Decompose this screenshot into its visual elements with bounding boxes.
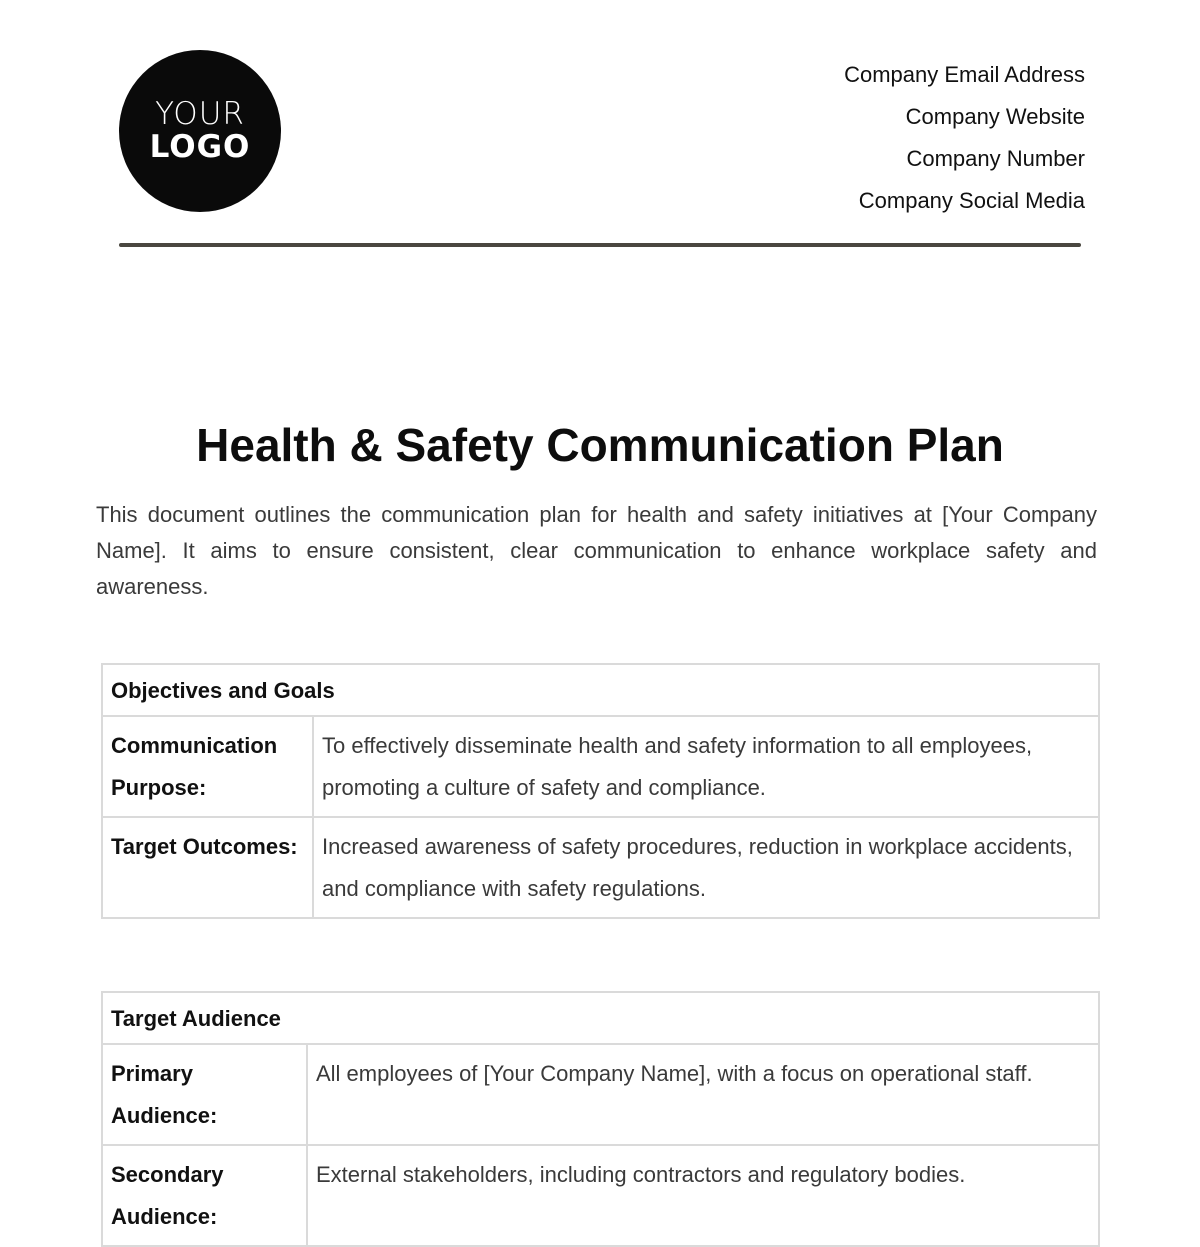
table-header-row	[102, 664, 1099, 716]
company-social-media: Company Social Media	[858, 188, 1085, 213]
company-website: Company Website	[905, 104, 1085, 129]
primary-audience-value: All employees of [Your Company Name], with a focus on operational staff.	[307, 1044, 1099, 1145]
table-row	[102, 1044, 1099, 1145]
target-outcomes-label: Target Outcomes:	[102, 817, 313, 918]
logo-text-top: YOUR	[155, 96, 245, 132]
table-row	[102, 1145, 1099, 1246]
secondary-audience-value: External stakeholders, including contractors and regulatory bodies.	[307, 1145, 1099, 1246]
table-row	[102, 716, 1099, 817]
company-number: Company Number	[906, 146, 1085, 171]
communication-purpose-label: Communication Purpose:	[102, 716, 313, 817]
table-header-row	[102, 992, 1099, 1044]
document-title: Health & Safety Communication Plan	[196, 419, 1004, 471]
target-audience-heading: Target Audience	[102, 992, 1099, 1044]
communication-purpose-value: To effectively disseminate health and safety information to all employees, promoting a culture of safety and compliance.	[313, 716, 1099, 817]
target-outcomes-value: Increased awareness of safety procedures, reduction in workplace accidents, and compliance with safety regulations.	[313, 817, 1099, 918]
primary-audience-label: Primary Audience:	[102, 1044, 307, 1145]
secondary-audience-label: Secondary Audience:	[102, 1145, 307, 1246]
intro-paragraph: This document outlines the communication plan for health and safety initiatives at [Your Company Name]. It aims to ensure consistent, clear communication to enhance workplace safety and awareness.	[96, 502, 1097, 599]
header-divider	[119, 243, 1081, 247]
objectives-table	[101, 663, 1100, 919]
table-row	[102, 817, 1099, 918]
logo-text-bottom: LOGO	[149, 129, 251, 165]
target-audience-table	[101, 991, 1100, 1247]
company-email: Company Email Address	[844, 62, 1085, 87]
company-contact-block	[844, 54, 1085, 222]
objectives-heading: Objectives and Goals	[102, 664, 1099, 716]
company-logo	[119, 50, 281, 212]
